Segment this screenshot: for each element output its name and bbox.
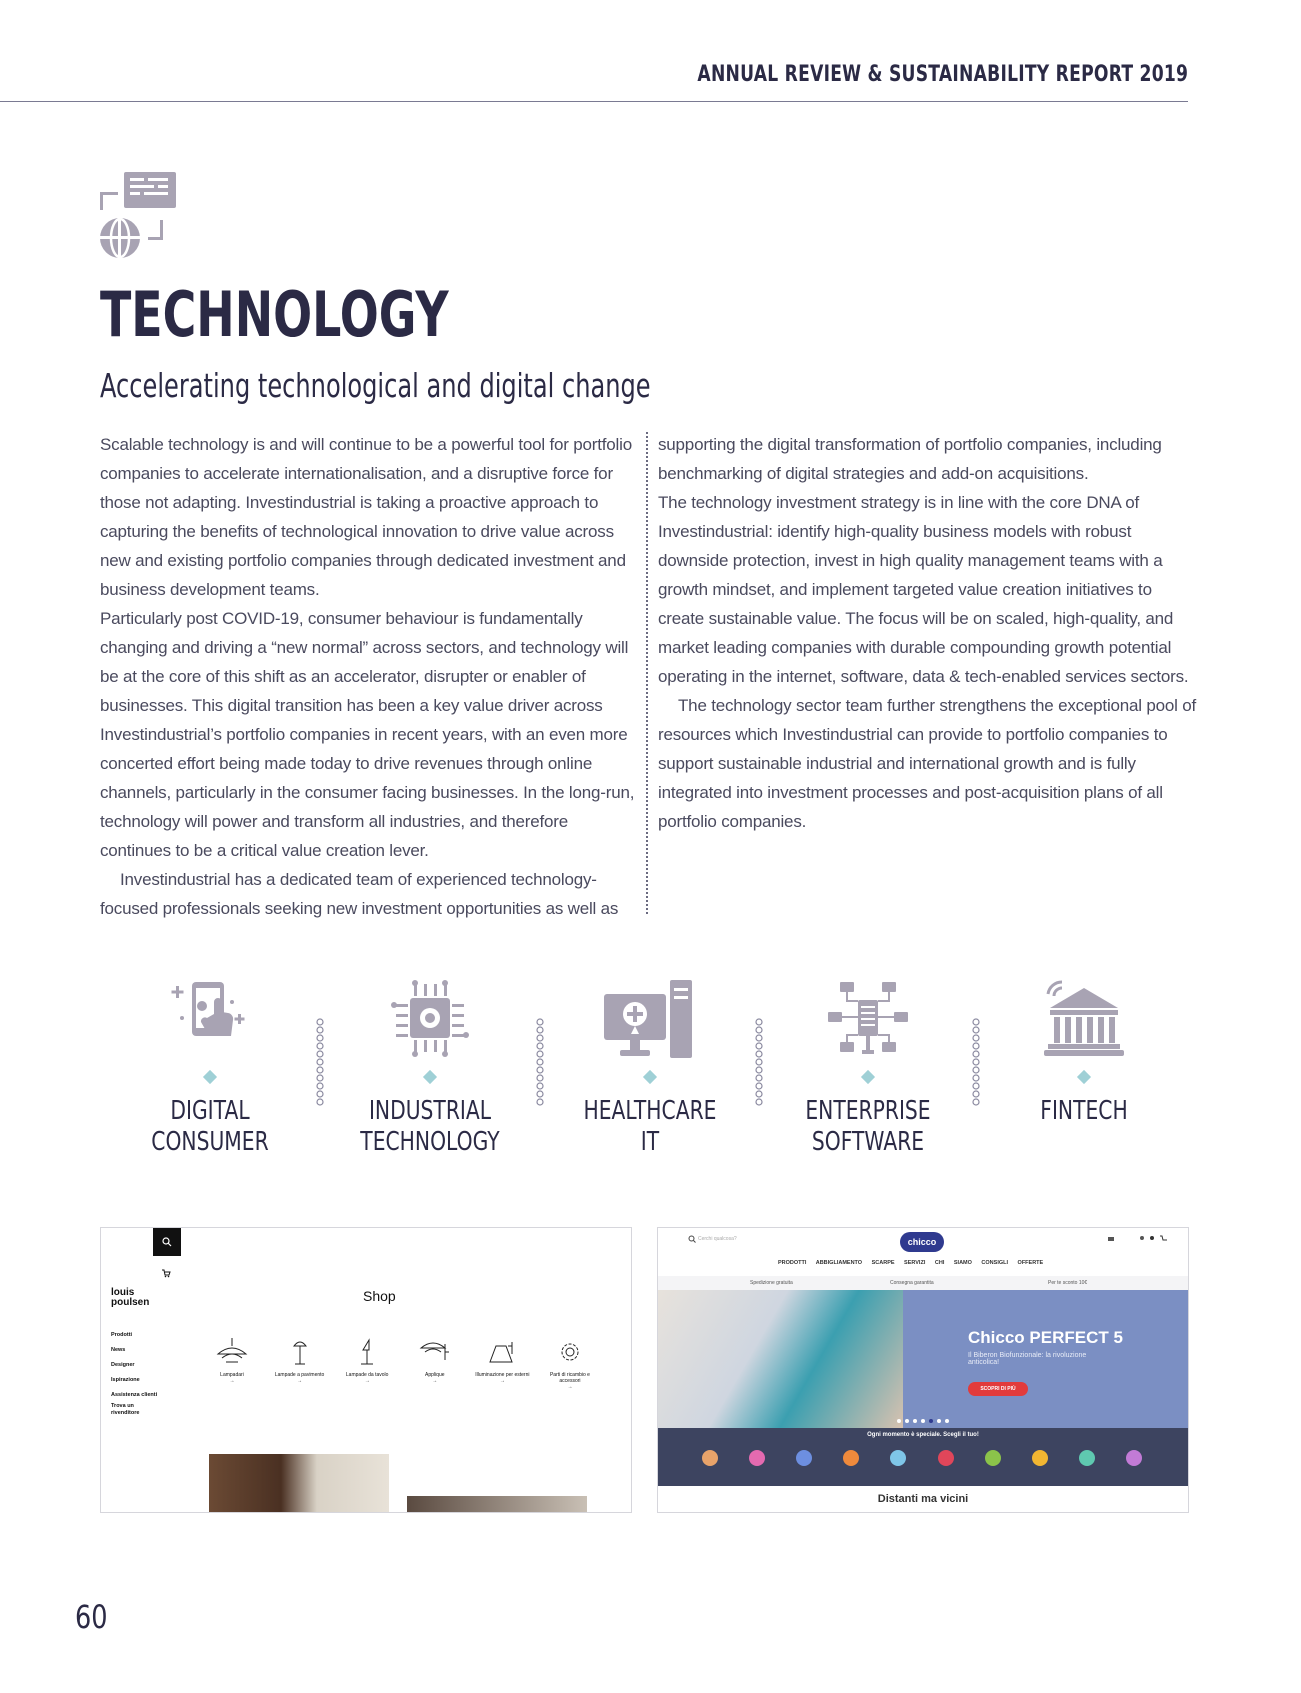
sector-separator xyxy=(316,1018,324,1110)
category-item xyxy=(539,1338,601,1390)
louis-poulsen-website-screenshot xyxy=(100,1227,632,1513)
product-photo xyxy=(209,1454,389,1513)
page-subtitle: Accelerating technological and digital change xyxy=(100,366,651,405)
category-icon xyxy=(1032,1450,1048,1466)
arrow-icon: → xyxy=(499,1378,505,1384)
nav-item: Ispirazione xyxy=(111,1377,140,1383)
chicco-menu: PRODOTTI ABBIGLIAMENTO SCARPE SERVIZI CHI SIAMO CONSIGLI OFFERTE xyxy=(778,1260,1044,1266)
industrial-technology-icon xyxy=(388,980,472,1060)
hero-subtitle: Il Biberon Biofunzionale: la rivoluzione anticolica! xyxy=(968,1352,1087,1366)
category-item xyxy=(269,1338,331,1390)
paragraph: The technology investment strategy is in line with the core DNA of Investindustrial: identify high-quality business models with robust downside protection, invest in high quality management teams with a growth mindset, and implement targeted value creation initiatives to create sustainable value. The focus will be on scaled, high-quality, and market leading companies with durable compounding growth potential operating in the internet, software, data & tech-enabled services sectors. xyxy=(658,493,1189,686)
category-item xyxy=(201,1338,263,1390)
healthcare-it-icon xyxy=(600,980,700,1060)
category-label: Lampade da tavolo xyxy=(345,1372,389,1378)
category-icon xyxy=(702,1450,718,1466)
table-lamp-icon xyxy=(347,1338,387,1366)
sector-marker xyxy=(643,1070,657,1084)
category-icon xyxy=(1079,1450,1095,1466)
text-column-right xyxy=(658,430,1200,836)
sector-separator xyxy=(972,1018,980,1110)
hero-title: Chicco PERFECT 5 xyxy=(968,1328,1123,1347)
sector-marker xyxy=(1077,1070,1091,1084)
carousel-dots xyxy=(896,1418,952,1424)
sector-label: DIGITAL CONSUMER xyxy=(151,1096,269,1157)
search-icon xyxy=(688,1235,696,1243)
category-icon xyxy=(985,1450,1001,1466)
fintech-icon xyxy=(1042,980,1126,1060)
lp-nav xyxy=(111,1328,157,1417)
sector-marker xyxy=(203,1070,217,1084)
cart-icon xyxy=(161,1268,171,1278)
band-icons xyxy=(702,1450,1142,1466)
arrow-icon: → xyxy=(297,1378,303,1384)
sector-separator xyxy=(536,1018,544,1110)
outdoor-lamp-icon xyxy=(482,1338,522,1366)
chicco-category-band xyxy=(658,1428,1188,1486)
sector-fintech xyxy=(984,980,1184,1127)
category-label: Lampade a pavimento xyxy=(274,1372,325,1378)
nav-item: Assistenza clienti xyxy=(111,1392,158,1398)
text-column-left xyxy=(100,430,642,923)
paragraph: Investindustrial has a dedicated team of experienced technology-focused professionals seeking new investment opportunities as well as xyxy=(100,870,619,918)
logo-line: poulsen xyxy=(111,1297,150,1308)
sector-separator xyxy=(755,1018,763,1110)
hero-photo xyxy=(658,1290,903,1428)
sector-label: ENTERPRISE SOFTWARE xyxy=(805,1096,931,1157)
sector-marker xyxy=(423,1070,437,1084)
enterprise-software-icon xyxy=(826,980,910,1060)
category-label: Lampadari xyxy=(220,1372,244,1378)
category-item xyxy=(336,1338,398,1390)
account-icons xyxy=(1108,1234,1168,1244)
paragraph: Particularly post COVID-19, consumer behaviour is fundamentally changing and driving a “new normal” across sectors, and technology will be at the core of this shift as an accelerator, disrupter or enabler of businesses. This digital transition has been a key value driver across Investindustrial’s portfolio companies in recent years, with an even more concerted effort being made today to drive revenues through online channels, particularly in the consumer facing businesses. In the long-run, technology will power and transform all industries, and therefore continues to be a critical value creation lever. xyxy=(100,609,635,860)
gear-icon xyxy=(550,1338,590,1366)
pendant-lamp-icon xyxy=(212,1338,252,1366)
logo-line: louis xyxy=(111,1287,135,1298)
category-icon xyxy=(890,1450,906,1466)
column-divider xyxy=(646,432,648,914)
category-icon xyxy=(1126,1450,1142,1466)
product-photo xyxy=(407,1496,587,1513)
category-label: Illuminazione per esterni xyxy=(475,1372,530,1378)
sector-industrial-technology xyxy=(330,980,530,1158)
info-item: Spedizione gratuita xyxy=(750,1280,793,1286)
category-icon xyxy=(749,1450,765,1466)
wall-lamp-icon xyxy=(415,1338,455,1366)
category-icon xyxy=(843,1450,859,1466)
nav-item: Prodotti xyxy=(111,1332,133,1338)
technology-icon xyxy=(100,172,178,260)
category-icon xyxy=(796,1450,812,1466)
lp-categories xyxy=(201,1338,601,1390)
page-number: 60 xyxy=(75,1598,108,1636)
info-item: Consegna garantita xyxy=(890,1280,934,1286)
page-title: TECHNOLOGY xyxy=(100,278,449,351)
search-input: Cerchi qualcosa? xyxy=(698,1236,737,1242)
band-title: Ogni momento è speciale. Scegli il tuo! xyxy=(867,1432,979,1438)
nav-item: Designer xyxy=(111,1362,135,1368)
chicco-hero-banner xyxy=(658,1290,1188,1428)
category-label: Parti di ricambio e accessori xyxy=(549,1372,590,1384)
sector-label: INDUSTRIAL TECHNOLOGY xyxy=(360,1096,500,1157)
report-header-title: ANNUAL REVIEW & SUSTAINABILITY REPORT 2019 xyxy=(697,62,1188,87)
floor-lamp-icon xyxy=(280,1338,320,1366)
paragraph: The technology sector team further strengthens the exceptional pool of resources which Investindustrial can provide to portfolio companies to support sustainable industrial and international growth and is fully integrated into investment processes and post-acquisition plans of all portfolio companies. xyxy=(658,696,1197,831)
sector-enterprise-software xyxy=(768,980,968,1158)
louis-poulsen-logo xyxy=(111,1288,149,1308)
header-divider xyxy=(0,101,1188,102)
chicco-info-strip xyxy=(658,1276,1188,1290)
sector-healthcare-it xyxy=(550,980,750,1158)
sector-label: HEALTHCARE IT xyxy=(583,1096,717,1157)
chicco-logo: chicco xyxy=(900,1232,944,1252)
chicco-website-screenshot xyxy=(657,1227,1189,1513)
chicco-section-title: Distanti ma vicini xyxy=(658,1486,1188,1512)
paragraph: supporting the digital transformation of portfolio companies, including benchmarking of digital strategies and add-on acquisitions. xyxy=(658,435,1162,483)
category-item xyxy=(404,1338,466,1390)
arrow-icon: → xyxy=(432,1378,438,1384)
sector-digital-consumer xyxy=(110,980,310,1158)
info-item: Per te sconto 10€ xyxy=(1048,1280,1088,1286)
category-label: Applique xyxy=(425,1372,445,1378)
chicco-header xyxy=(658,1228,1188,1277)
nav-item: Trova un rivenditore xyxy=(111,1403,140,1416)
sector-marker xyxy=(861,1070,875,1084)
category-icon xyxy=(938,1450,954,1466)
digital-consumer-icon xyxy=(168,980,252,1060)
sector-label: FINTECH xyxy=(1040,1096,1128,1126)
arrow-icon: → xyxy=(229,1378,235,1384)
arrow-icon: → xyxy=(567,1384,573,1390)
hero-cta-button: SCOPRI DI PIÙ xyxy=(968,1382,1028,1396)
paragraph: Scalable technology is and will continue to be a powerful tool for portfolio companies to accelerate internationalisation, and a disruptive force for those not adapting. Investindustrial is taking a proactive approach to capturing the benefits of technological innovation to drive value across new and existing portfolio companies through dedicated investment and business development teams. xyxy=(100,435,632,599)
category-item xyxy=(471,1338,533,1390)
search-icon xyxy=(153,1228,181,1256)
shop-title: Shop xyxy=(363,1288,396,1304)
arrow-icon: → xyxy=(364,1378,370,1384)
nav-item: News xyxy=(111,1347,126,1353)
